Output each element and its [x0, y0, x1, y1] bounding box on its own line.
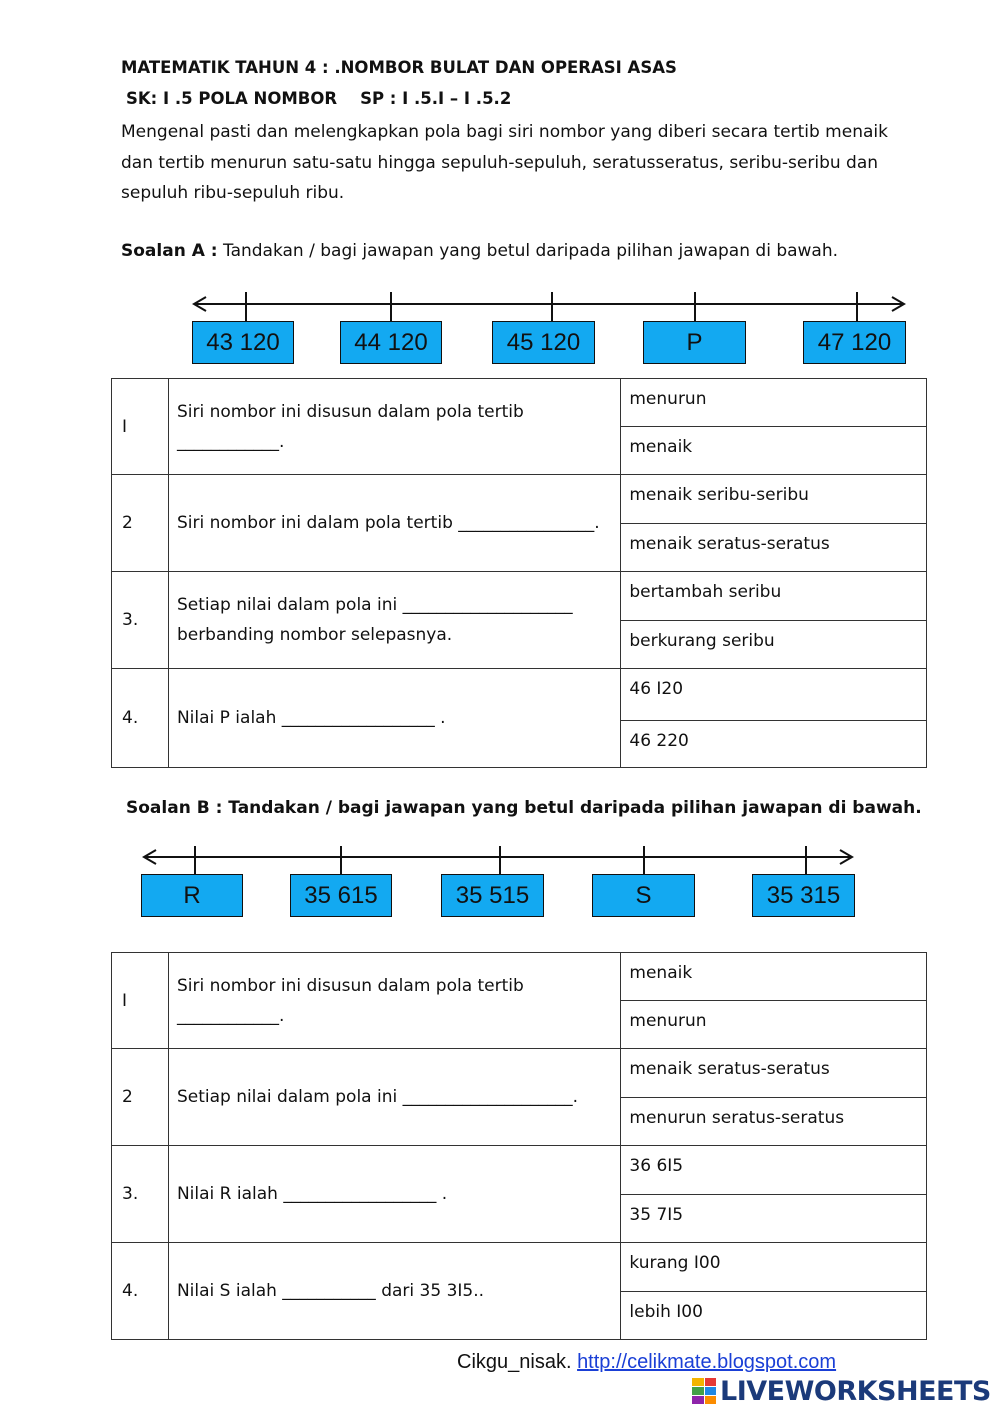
answer-option[interactable]: menaik — [621, 427, 927, 475]
worksheet-subtitle: SK: I .5 POLA NOMBOR SP : I .5.I – I .5.2 — [126, 89, 512, 108]
question-table-a — [111, 378, 927, 768]
question-stem: Nilai S ialah ___________ dari 35 3I5.. — [168, 1243, 620, 1340]
footer-author: Cikgu_nisak. — [457, 1351, 578, 1373]
question-number: 2 — [112, 475, 169, 572]
arrow-right-icon — [890, 296, 906, 312]
question-stem: Setiap nilai dalam pola ini ____________________ berbanding nombor selepasnya. — [168, 572, 620, 669]
number-box: 47 120 — [803, 321, 906, 364]
intro-paragraph: Mengenal pasti dan melengkapkan pola bagi siri nombor yang diberi secara tertib menaik dan tertib menurun satu-satu hingga sepuluh-sepuluh, seratusseratus, seribu-seribu dan sepuluh ribu-sepuluh ribu. — [121, 122, 888, 203]
number-box: 44 120 — [340, 321, 442, 364]
section-a-instruction — [121, 241, 838, 261]
answer-option[interactable]: menurun seratus-seratus — [621, 1098, 927, 1146]
question-number: I — [112, 953, 169, 1049]
section-a-instruction-text: Tandakan / bagi jawapan yang betul daripada pilihan jawapan di bawah. — [217, 241, 839, 261]
number-box: 35 515 — [441, 874, 544, 917]
question-stem: Siri nombor ini dalam pola tertib ________________. — [168, 475, 620, 572]
answer-option[interactable]: menurun — [621, 1001, 927, 1049]
number-box-s: S — [592, 874, 695, 917]
answer-option[interactable]: menaik seribu-seribu — [621, 475, 927, 524]
question-number: 2 — [112, 1049, 169, 1146]
question-number: 3. — [112, 1146, 169, 1243]
answer-option[interactable]: menaik seratus-seratus — [621, 524, 927, 572]
question-table-b — [111, 952, 927, 1340]
number-box: 45 120 — [492, 321, 595, 364]
arrow-left-icon — [192, 296, 208, 312]
question-stem: Nilai P ialah __________________ . — [168, 669, 620, 768]
number-box-r: R — [141, 874, 243, 917]
number-box: 43 120 — [192, 321, 294, 364]
number-box-p: P — [643, 321, 746, 364]
answer-option[interactable]: berkurang seribu — [621, 621, 927, 669]
question-stem: Siri nombor ini disusun dalam pola tertib ____________. — [168, 953, 620, 1049]
question-number: I — [112, 379, 169, 475]
liveworksheets-wordmark: LIVEWORKSHEETS — [720, 1375, 991, 1407]
question-number: 3. — [112, 572, 169, 669]
answer-option[interactable]: menaik seratus-seratus — [621, 1049, 927, 1098]
footer-link[interactable]: http://celikmate.blogspot.com — [577, 1351, 837, 1373]
section-a-label: Soalan A : — [121, 241, 218, 261]
question-stem: Setiap nilai dalam pola ini ____________________. — [168, 1049, 620, 1146]
question-stem: Siri nombor ini disusun dalam pola tertib ____________. — [168, 379, 620, 475]
answer-option[interactable]: kurang I00 — [621, 1243, 927, 1292]
answer-option[interactable]: lebih I00 — [621, 1292, 927, 1340]
footer-credit — [457, 1351, 836, 1374]
answer-option[interactable]: 46 220 — [621, 721, 927, 768]
question-number: 4. — [112, 1243, 169, 1340]
answer-option[interactable]: 36 6I5 — [621, 1146, 927, 1195]
worksheet-title: MATEMATIK TAHUN 4 : .NOMBOR BULAT DAN OPERASI ASAS — [121, 58, 677, 77]
number-box: 35 615 — [290, 874, 392, 917]
liveworksheets-brand[interactable] — [692, 1374, 991, 1408]
section-b-instruction — [126, 798, 922, 818]
number-box: 35 315 — [752, 874, 855, 917]
section-b-label: Soalan B : Tandakan / bagi jawapan yang betul daripada pilihan jawapan di bawah. — [126, 798, 922, 818]
answer-option[interactable]: bertambah seribu — [621, 572, 927, 621]
question-number: 4. — [112, 669, 169, 768]
question-stem: Nilai R ialah __________________ . — [168, 1146, 620, 1243]
answer-option[interactable]: 35 7I5 — [621, 1195, 927, 1243]
arrow-right-icon — [838, 849, 854, 865]
answer-option[interactable]: menurun — [621, 379, 927, 427]
answer-option[interactable]: 46 I20 — [621, 669, 927, 721]
answer-option[interactable]: menaik — [621, 953, 927, 1001]
arrow-left-icon — [142, 849, 158, 865]
liveworksheets-logo-icon — [692, 1378, 716, 1404]
